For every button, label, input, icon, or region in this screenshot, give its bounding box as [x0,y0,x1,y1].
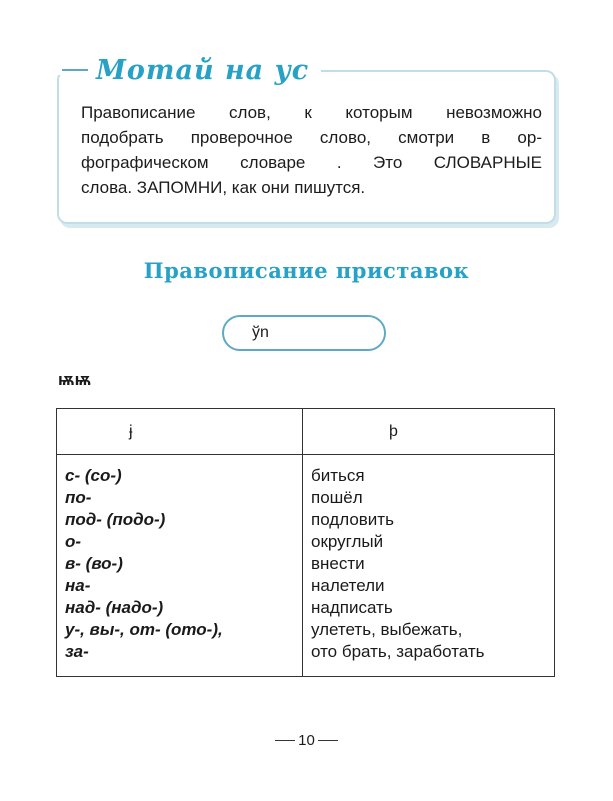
rule-pill [222,315,386,351]
example-item: подловить [311,510,394,529]
prefix-cell [57,455,303,677]
footer-dash-left [275,740,295,742]
memo-header [62,50,321,90]
rule-pill-label: ўn [252,324,269,341]
example-item: улететь, выбежать, [311,620,463,639]
prefix-item: у-, вы-, от- (ото-), [65,620,223,639]
prefix-item: за- [65,642,89,661]
prefix-item: на- [65,576,91,595]
footer-dash-right [318,740,338,742]
example-item: надписать [311,598,393,617]
memo-title: Мотай на ус [96,55,321,86]
table-header-row [57,409,555,455]
example-cell [303,455,555,677]
page-number: 10 [298,732,315,749]
prefix-item: над- (надо-) [65,598,164,617]
example-item: внести [311,554,365,573]
example-item: пошёл [311,488,363,507]
prefix-table [56,408,555,677]
prefix-item: о- [65,532,82,551]
memo-dash [62,69,88,71]
example-item: ото брать, заработать [311,642,485,661]
prefix-item: по- [65,488,92,507]
example-item: биться [311,466,365,485]
page-footer [0,732,613,749]
table-row [57,455,555,677]
memo-text [81,100,542,200]
prefix-item: под- (подо-) [65,510,166,529]
column-header-prefixes: ɉ [57,409,303,455]
column-header-examples: þ [303,409,555,455]
memo-line: подобрать проверочное слово, смотри в ор- [81,128,542,147]
memo-line: слова. ЗАПОМНИ, как они пишутся. [81,178,366,197]
prefix-item: в- (во-) [65,554,123,573]
example-item: округлый [311,532,384,551]
memo-line: фографическом словаре . Это СЛОВАРНЫЕ [81,153,542,172]
prefix-item: с- (со-) [65,466,122,485]
section-title: Правописание приставок [143,258,470,283]
memo-line: Правописание слов, к которым невозможно [81,103,542,122]
example-item: налетели [311,576,385,595]
intro-label: ѭѭ [58,370,92,389]
